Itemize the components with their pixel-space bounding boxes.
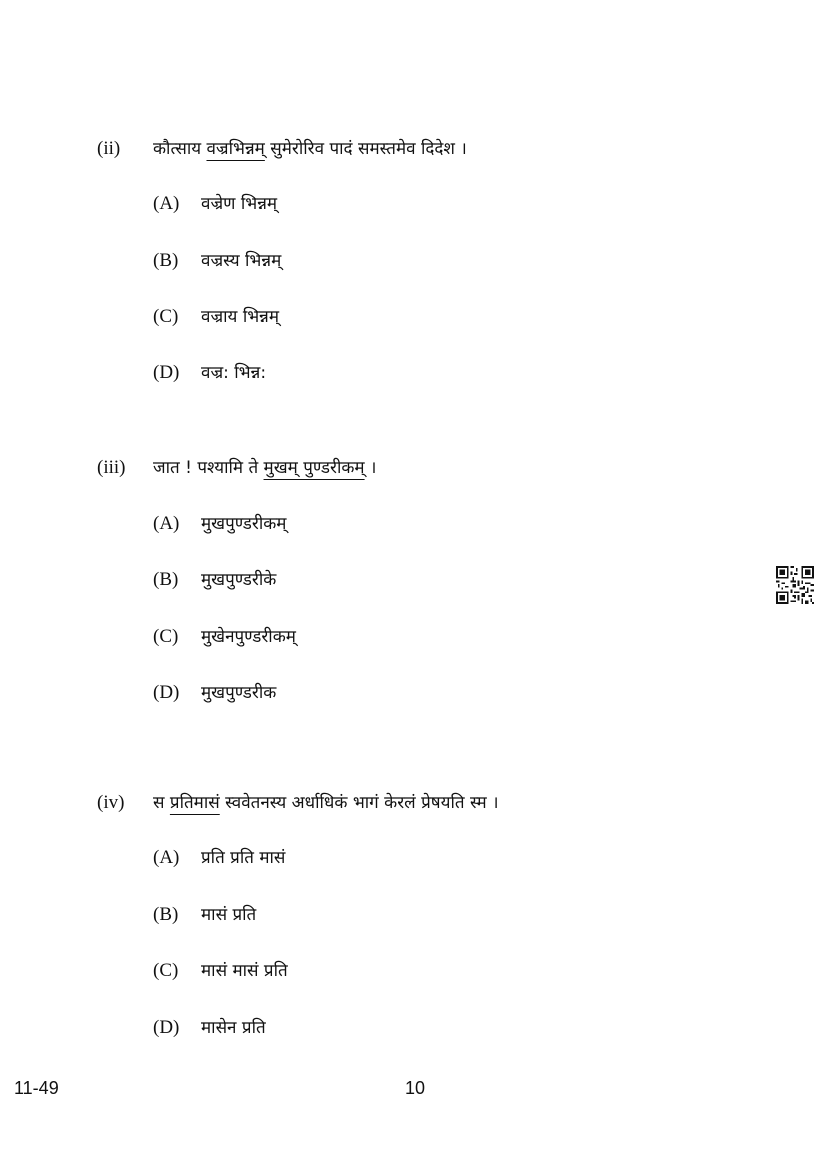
- paper-code: 11-49: [14, 1078, 59, 1098]
- option-iii-c: [153, 625, 296, 649]
- option-label: (C): [153, 626, 179, 647]
- option-text: वज्रेण भिन्नम्: [201, 194, 278, 214]
- option-iv-b: [153, 903, 256, 927]
- option-ii-b: [153, 249, 281, 273]
- option-label: (A): [153, 847, 180, 868]
- question-text: [153, 458, 376, 478]
- question-ii: [97, 137, 467, 161]
- option-iii-a: [153, 512, 286, 536]
- option-text: वज्राय भिन्नम्: [201, 307, 280, 327]
- option-label: (C): [153, 306, 179, 327]
- option-ii-d: [153, 361, 266, 385]
- question-text: [153, 793, 499, 813]
- option-ii-a: [153, 192, 277, 216]
- option-text: मासं मासं प्रति: [201, 961, 288, 981]
- option-text: मुखपुण्डरीक: [201, 683, 277, 703]
- option-iv-a: [153, 846, 285, 870]
- option-label: (C): [153, 960, 179, 981]
- question-text-post: सुमेरोरिव पादं समस्तमेव दिदेश ।: [264, 139, 467, 159]
- option-text: मुखपुण्डरीकम्: [201, 514, 287, 534]
- option-iii-d: [153, 681, 276, 705]
- option-text: मासेन प्रति: [201, 1018, 266, 1038]
- option-iii-b: [153, 568, 276, 592]
- question-number: (ii): [97, 138, 121, 159]
- question-underlined-word: मुखम् पुण्डरीकम्: [263, 458, 365, 478]
- option-text: मुखपुण्डरीके: [201, 570, 277, 590]
- question-number: (iii): [97, 457, 126, 478]
- option-label: (D): [153, 362, 180, 383]
- option-label: (D): [153, 1017, 180, 1038]
- question-text-post: ।: [364, 458, 377, 478]
- question-text-post: स्ववेतनस्य अर्धाधिकं भागं केरलं प्रेषयति स्म ।: [219, 793, 499, 813]
- option-iv-d: [153, 1016, 266, 1040]
- option-text: वज्रस्य भिन्नम्: [201, 251, 282, 271]
- option-iv-c: [153, 959, 288, 983]
- question-iii: [97, 456, 376, 480]
- option-label: (B): [153, 569, 179, 590]
- question-number: (iv): [97, 792, 125, 813]
- question-text-pre: जात ! पश्यामि ते: [153, 458, 264, 478]
- question-text-pre: कौत्साय: [153, 139, 207, 159]
- question-text: [153, 139, 467, 159]
- option-text: मुखेनपुण्डरीकम्: [201, 627, 296, 647]
- qr-code-icon: [776, 566, 814, 604]
- option-ii-c: [153, 305, 279, 329]
- option-label: (D): [153, 682, 180, 703]
- question-underlined-word: प्रतिमासं: [169, 793, 220, 813]
- option-label: (A): [153, 193, 180, 214]
- option-text: मासं प्रति: [201, 905, 257, 925]
- option-label: (B): [153, 904, 179, 925]
- page-number: 10: [405, 1078, 426, 1098]
- question-text-pre: स: [153, 793, 170, 813]
- option-label: (B): [153, 250, 179, 271]
- question-iv: [97, 791, 499, 815]
- option-label: (A): [153, 513, 180, 534]
- question-underlined-word: वज्रभिन्नम्: [206, 139, 265, 159]
- option-text: वज्र: भिन्न:: [201, 363, 267, 383]
- option-text: प्रति प्रति मासं: [201, 848, 286, 868]
